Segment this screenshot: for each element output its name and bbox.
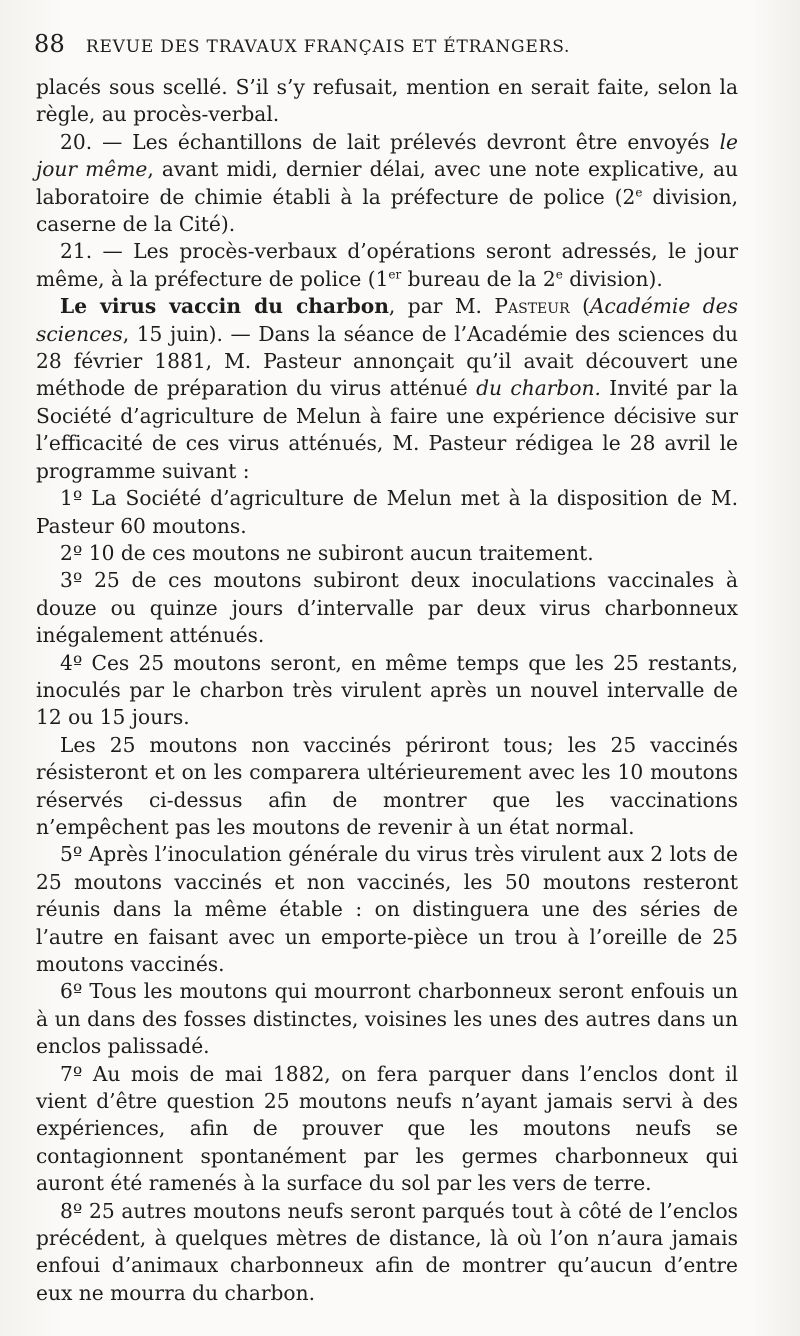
list-item-6 bbox=[36, 978, 738, 1060]
paragraph-text: , avant midi, dernier délai, avec une note explicative, au laboratoire de chimie établi à la préfecture de police (2 bbox=[36, 157, 738, 209]
paragraph-text: , 15 juin). — Dans la séance de l’Académie des sciences du 28 février 1881, M. Pasteur annonçait qu’il avait découvert une méthode de préparation du virus atténué bbox=[36, 321, 738, 401]
list-item-5 bbox=[36, 841, 738, 978]
paragraph-text: ( bbox=[569, 294, 590, 319]
paragraph-text: division, caserne de la Cité). bbox=[36, 184, 738, 237]
list-item-1 bbox=[36, 485, 738, 540]
paragraph-text: 7º Au mois de mai 1882, on fera parquer dans l’enclos dont il vient d’être question 25 moutons neufs n’ayant jamais servi à des expériences, afin de prouver que les moutons neufs se contagionnent spontanément par les germes charbonneux qui auront été ramenés à la surface du sol par les vers de terre. bbox=[36, 1061, 738, 1196]
paragraph-text: 5º Après l’inoculation générale du virus très virulent aux 2 lots de 25 moutons vaccinés et non vaccinés, les 50 moutons resteront réunis dans la même étable : on distinguera une des séries de l’autre en faisant avec un emporte-pièce un trou à l’oreille de 25 moutons vaccinés. bbox=[36, 842, 738, 976]
paragraph-text: Les 25 moutons non vaccinés périront tous; les 25 vaccinés résisteront et on les comparera ultérieurement avec les 10 moutons réservés ci-dessus afin de montrer que les vaccinations n’empêchent pas les moutons de revenir à un état normal. bbox=[36, 732, 738, 839]
paragraph-text: bureau de la 2 bbox=[401, 266, 556, 291]
author-name: Pasteur bbox=[494, 294, 570, 319]
italic-text: du charbon. bbox=[476, 376, 601, 401]
list-item-4 bbox=[36, 650, 738, 732]
running-title: REVUE DES TRAVAUX FRANÇAIS ET ÉTRANGERS. bbox=[85, 37, 571, 57]
page-number: 88 bbox=[34, 30, 65, 58]
paragraph-continuation bbox=[36, 74, 738, 129]
article-body bbox=[36, 74, 738, 1307]
paragraph-text: 20. — Les échantillons de lait prélevés devront être envoyés bbox=[60, 129, 720, 154]
paragraph-text: 4º Ces 25 moutons seront, en même temps que les 25 restants, inoculés par le charbon très virulent après un nouvel intervalle de 12 ou 15 jours. bbox=[36, 650, 738, 730]
italic-text: le jour même bbox=[36, 129, 738, 182]
superscript: e bbox=[555, 267, 563, 282]
paragraph-text: , par M. bbox=[388, 294, 495, 319]
paragraph-text: 6º Tous les moutons qui mourront charbonneux seront enfouis un à un dans des fosses distinctes, voisines les unes des autres dans un enclos palissadé. bbox=[36, 979, 738, 1059]
superscript: er bbox=[388, 267, 402, 282]
list-item-3 bbox=[36, 567, 738, 649]
paragraph-article-20 bbox=[36, 129, 738, 239]
paragraph-text: 8º 25 autres moutons neufs seront parqués tout à côté de l’enclos précédent, à quelques mètres de distance, là où l’on n’aura jamais enfoui d’animaux charbonneux afin de montrer qu’aucun d’entre eux ne mourra du charbon. bbox=[36, 1198, 738, 1305]
list-item-7 bbox=[36, 1061, 738, 1198]
paragraph-text: 1º La Société d’agriculture de Melun met à la disposition de M. Pasteur 60 moutons. bbox=[36, 486, 738, 538]
paragraph-text: 2º 10 de ces moutons ne subiront aucun traitement. bbox=[60, 540, 594, 565]
paragraph-text: 21. — Les procès-verbaux d’opérations seront adressés, le jour même, à la préfecture de police (1 bbox=[36, 239, 738, 291]
italic-text: Académie des sciences bbox=[36, 294, 738, 346]
section-heading: Le virus vaccin du charbon bbox=[60, 294, 389, 319]
paragraph-text: placés sous scellé. S’il s’y refusait, mention en serait faite, selon la règle, au procès-verbal. bbox=[36, 75, 738, 127]
list-item-2 bbox=[36, 540, 738, 567]
paragraph-article-21 bbox=[36, 238, 738, 293]
paragraph-text: Invité par la Société d’agriculture de Melun à faire une expérience décisive sur l’efficacité de ces virus atténués, M. Pasteur rédigea le 28 avril le programme suivant : bbox=[36, 376, 738, 483]
paragraph-text: 3º 25 de ces moutons subiront deux inoculations vaccinales à douze ou quinze jours d’intervalle par deux virus charbonneux inégalement atténués. bbox=[36, 568, 738, 648]
running-header bbox=[34, 30, 754, 61]
superscript: e bbox=[635, 184, 643, 199]
paragraph-note bbox=[36, 732, 738, 842]
list-item-8 bbox=[36, 1198, 738, 1308]
paragraph-text: division). bbox=[562, 266, 663, 291]
paragraph-virus-vaccin bbox=[36, 293, 738, 485]
